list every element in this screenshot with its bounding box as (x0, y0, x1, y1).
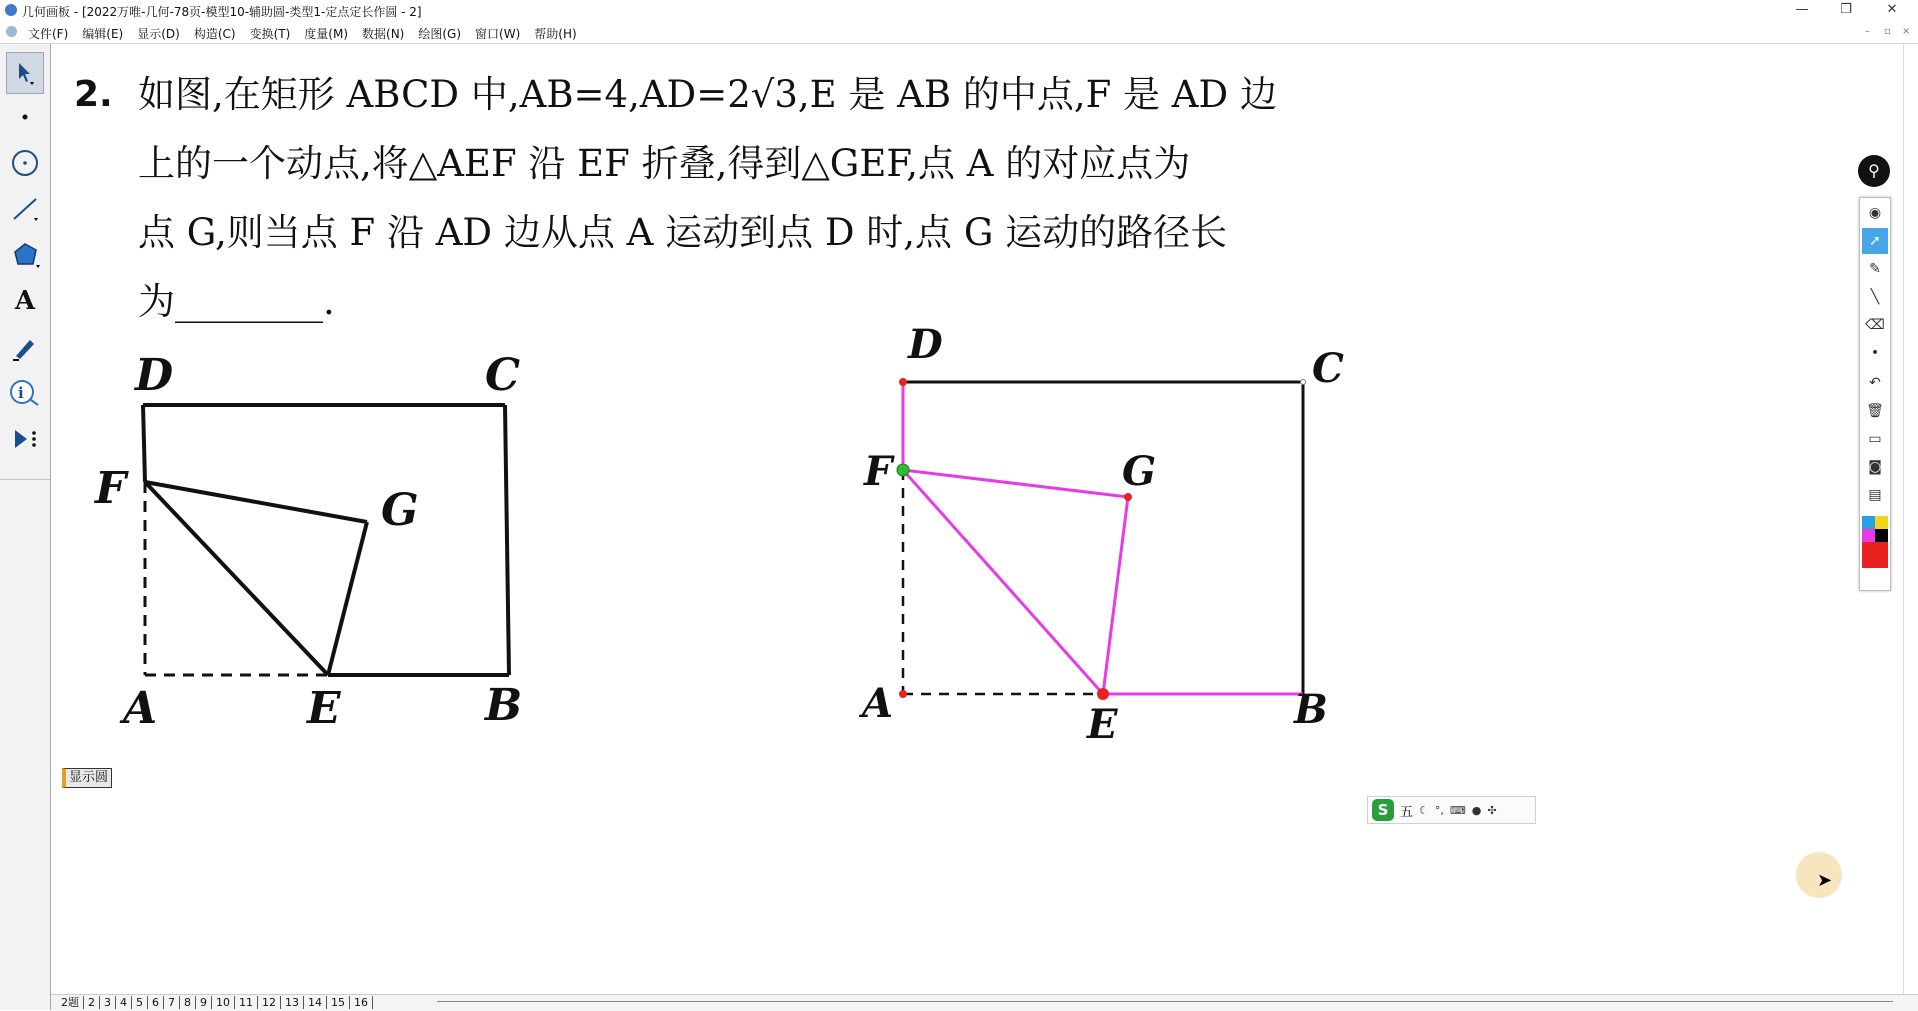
page-tab[interactable]: 11 (235, 996, 258, 1009)
straightedge-tool[interactable] (6, 190, 44, 228)
page-tab[interactable]: 16 (350, 996, 373, 1009)
menu-measure[interactable]: 度量(M) (304, 27, 349, 41)
screen-icon[interactable]: ▭ (1868, 431, 1882, 447)
information-tool[interactable] (6, 374, 44, 412)
page-tab[interactable]: 4 (116, 996, 132, 1009)
page-tab[interactable]: 9 (196, 996, 212, 1009)
marker-tool[interactable] (6, 328, 44, 366)
doc-restore-button[interactable]: ▫ (1884, 26, 1891, 37)
figure-left-static (85, 335, 545, 745)
user-icon[interactable]: ● (1471, 803, 1482, 817)
point-tool[interactable] (6, 98, 44, 136)
menu-bar (0, 22, 1918, 44)
pointer-icon[interactable]: ➚ (1862, 228, 1888, 254)
page-tab[interactable]: 15 (327, 996, 350, 1009)
figure-right-dynamic (850, 320, 1370, 760)
doc-close-button[interactable]: × (1902, 26, 1911, 37)
label-f: F (864, 448, 893, 495)
problem-line-4: 为________. (138, 280, 335, 323)
menu-transform[interactable]: 变换(T) (249, 27, 291, 41)
label-a: A (123, 683, 158, 734)
menu-edit[interactable]: 编辑(E) (82, 27, 124, 41)
problem-number: 2. (74, 74, 113, 115)
point-f-draggable[interactable] (897, 464, 909, 476)
point-c[interactable] (1301, 380, 1306, 385)
segment-fe-magenta[interactable] (903, 470, 1103, 694)
pin-icon[interactable]: ⚲ (1858, 155, 1890, 187)
page-tab[interactable]: 8 (180, 996, 196, 1009)
clipboard-icon[interactable]: ▤ (1868, 487, 1882, 503)
label-g: G (1122, 448, 1157, 495)
document-icon[interactable] (6, 26, 17, 37)
eraser-icon[interactable]: ⌫ (1865, 317, 1885, 333)
page-tab[interactable]: 10 (212, 996, 235, 1009)
trash-icon[interactable]: 🗑 (1866, 403, 1884, 419)
close-button[interactable]: ✕ (1886, 2, 1898, 17)
app-icon (5, 4, 17, 16)
page-tab[interactable]: 7 (164, 996, 180, 1009)
camera-icon[interactable]: ◙ (1868, 459, 1882, 475)
toolbox-divider (0, 479, 50, 480)
punct-icon[interactable]: °, (1434, 803, 1444, 817)
horizontal-scrollbar[interactable] (437, 1001, 1893, 1002)
arrow-icon (14, 60, 36, 86)
doc-minimize-button[interactable]: – (1865, 26, 1870, 37)
color-swatch-magenta[interactable] (1862, 529, 1875, 542)
segment-fg-magenta[interactable] (903, 470, 1128, 497)
page-tab[interactable]: 5 (132, 996, 148, 1009)
minimize-button[interactable]: — (1795, 2, 1809, 17)
label-d: D (908, 321, 943, 368)
circle-icon (10, 148, 40, 178)
problem-line-1: 如图,在矩形 ABCD 中,AB=4,AD=2√3,E 是 AB 的中点,F 是 AD 边 (138, 73, 1277, 116)
marker-icon (10, 332, 40, 362)
point-a[interactable] (899, 690, 907, 698)
menu-construct[interactable]: 构造(C) (193, 27, 236, 41)
menu-graph[interactable]: 绘图(G) (418, 27, 462, 41)
menu-window[interactable]: 窗口(W) (475, 27, 521, 41)
eye-icon[interactable]: ◉ (1868, 205, 1882, 221)
page-tab[interactable]: 14 (304, 996, 327, 1009)
custom-tool[interactable] (6, 420, 44, 458)
color-swatch-black[interactable] (1875, 529, 1888, 542)
maximize-button[interactable]: ❐ (1840, 2, 1852, 17)
color-swatch-yellow[interactable] (1875, 516, 1888, 529)
mouse-cursor-icon: ➤ (1817, 870, 1833, 891)
title-bar (0, 0, 1918, 22)
color-swatch-red[interactable] (1862, 542, 1888, 568)
arrow-select-tool[interactable] (6, 52, 44, 94)
annotation-panel (1857, 153, 1891, 591)
point-e[interactable] (1097, 688, 1109, 700)
info-icon (9, 378, 41, 408)
dot-icon[interactable]: • (1870, 345, 1880, 361)
label-f: F (95, 463, 127, 514)
pencil-icon[interactable]: ✎ (1869, 261, 1881, 277)
line-icon[interactable]: ╲ (1870, 289, 1880, 305)
problem-line-2: 上的一个动点,将△AEF 沿 EF 折叠,得到△GEF,点 A 的对应点为 (138, 142, 1191, 185)
color-swatch-blue[interactable] (1862, 516, 1875, 529)
segment-ge-magenta[interactable] (1103, 497, 1128, 694)
point-icon (15, 107, 35, 127)
label-e: E (1087, 701, 1118, 748)
ime-mode-label[interactable]: 五 (1400, 804, 1414, 820)
page-tab[interactable]: 6 (148, 996, 164, 1009)
segment-df (143, 405, 145, 482)
text-tool-icon: A (14, 286, 36, 316)
segment-icon (10, 194, 40, 224)
undo-icon[interactable]: ↶ (1869, 375, 1881, 391)
compass-tool[interactable] (6, 144, 44, 182)
toolbox (0, 44, 51, 1010)
menu-display[interactable]: 显示(D) (137, 27, 180, 41)
menu-file[interactable]: 文件(F) (28, 27, 69, 41)
label-b: B (1294, 686, 1328, 733)
segment-cb (505, 405, 509, 675)
show-circle-button[interactable]: 显示圆 (62, 768, 112, 788)
grid-icon[interactable]: ✣ (1487, 803, 1497, 817)
label-e: E (307, 683, 341, 734)
play-menu-icon (10, 424, 40, 454)
polygon-tool[interactable] (6, 236, 44, 274)
text-tool[interactable] (6, 282, 44, 320)
page-tab[interactable]: 13 (281, 996, 304, 1009)
keyboard-icon[interactable]: ⌨ (1449, 803, 1466, 817)
moon-icon[interactable]: ☾ (1419, 803, 1429, 817)
point-d[interactable] (899, 378, 907, 386)
page-tab[interactable]: 2题 (57, 996, 84, 1009)
vertical-scrollbar[interactable] (1903, 44, 1918, 994)
segment-ge (328, 522, 367, 675)
label-b: B (485, 680, 523, 731)
menu-data[interactable]: 数据(N) (362, 27, 405, 41)
label-a: A (862, 680, 894, 727)
label-g: G (381, 485, 419, 536)
annotation-strip (1859, 197, 1891, 591)
page-tab[interactable]: 3 (100, 996, 116, 1009)
svg-text:i: i (18, 384, 24, 402)
problem-line-3: 点 G,则当点 F 沿 AD 边从点 A 运动到点 D 时,点 G 运动的路径长 (138, 211, 1228, 254)
polygon-icon (9, 240, 41, 270)
label-c: C (1312, 345, 1344, 392)
page-tab[interactable]: 12 (258, 996, 281, 1009)
label-d: D (135, 350, 174, 401)
ime-toolbar (1367, 796, 1536, 824)
label-c: C (485, 350, 521, 401)
menu-help[interactable]: 帮助(H) (534, 27, 577, 41)
ime-logo-icon[interactable]: S (1372, 799, 1394, 821)
page-tab[interactable]: 2 (84, 996, 100, 1009)
page-tab-bar (51, 994, 1918, 1011)
window-title: 几何画板 - [2022万唯-几何-78页-模型10-辅助圆-类型1-定点定长作圆 - 2] (22, 5, 422, 19)
